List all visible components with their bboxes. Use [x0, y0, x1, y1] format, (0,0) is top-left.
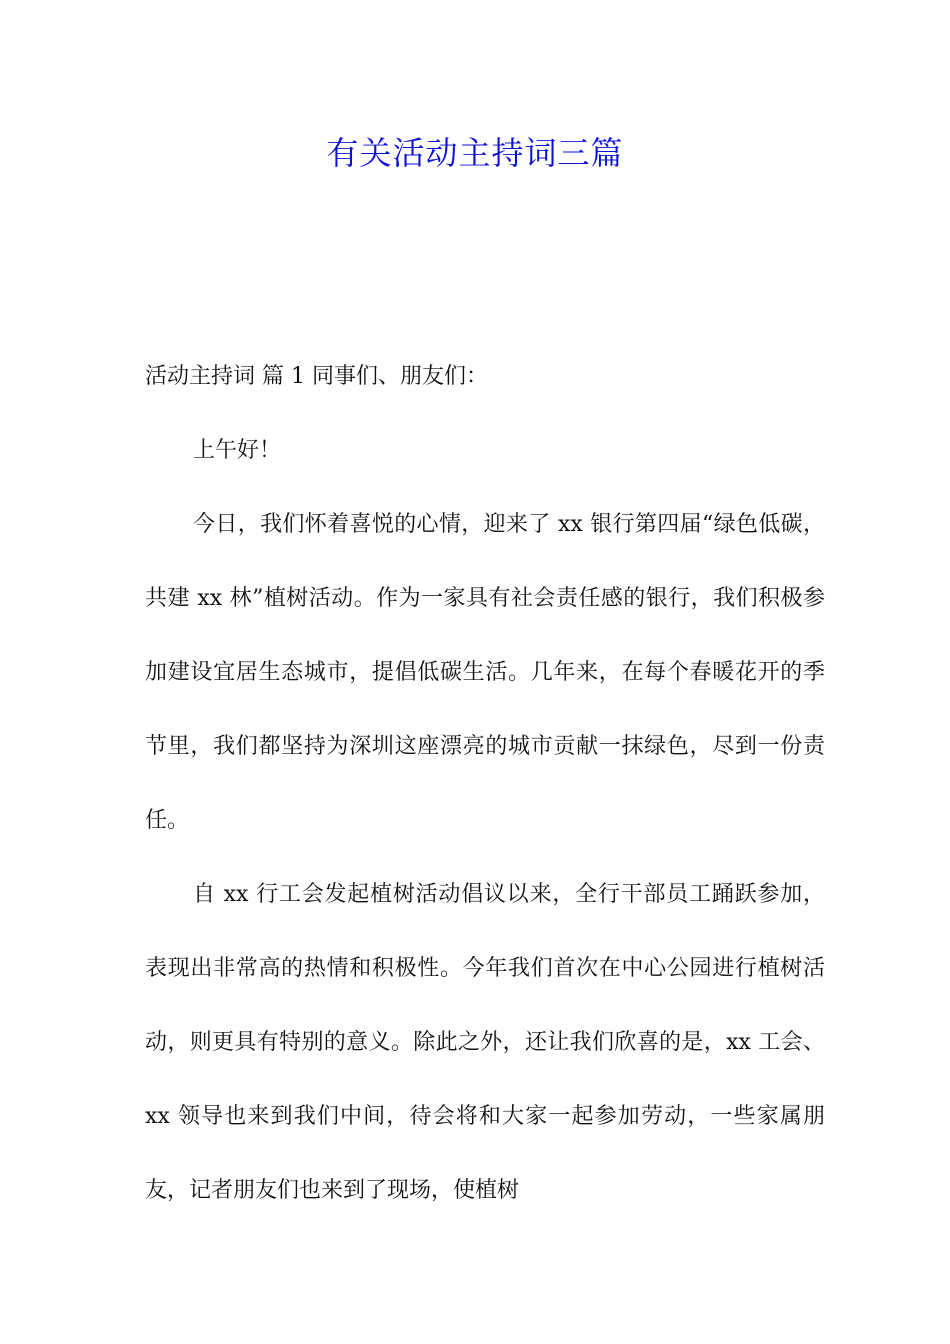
- document-body: [145, 340, 825, 1228]
- document-title: 有关活动主持词三篇: [326, 134, 624, 172]
- paragraph-initiative: 自 xx 行工会发起植树活动倡议以来，全行干部员工踊跃参加，表现出非常高的热情和积极性。今年我们首次在中心公园进行植树活动，则更具有特别的意义。除此之外，还让我们欣喜的是，xx 工会、xx 领导也来到我们中间，待会将和大家一起参加劳动，一些家属朋友，记者朋友们也来到了现场，使植树: [145, 882, 825, 1203]
- paragraph-greeting: 上午好！: [193, 438, 282, 463]
- paragraph-heading: 活动主持词 篇 1 同事们、朋友们：: [145, 364, 488, 389]
- paragraph-intro: 今日，我们怀着喜悦的心情，迎来了 xx 银行第四届“绿色低碳，共建 xx 林”植树活动。作为一家具有社会责任感的银行，我们积极参加建设宜居生态城市，提倡低碳生活。几年来，在每个春暖花开的季节里，我们都坚持为深圳这座漂亮的城市贡献一抹绿色，尽到一份责任。: [145, 512, 825, 833]
